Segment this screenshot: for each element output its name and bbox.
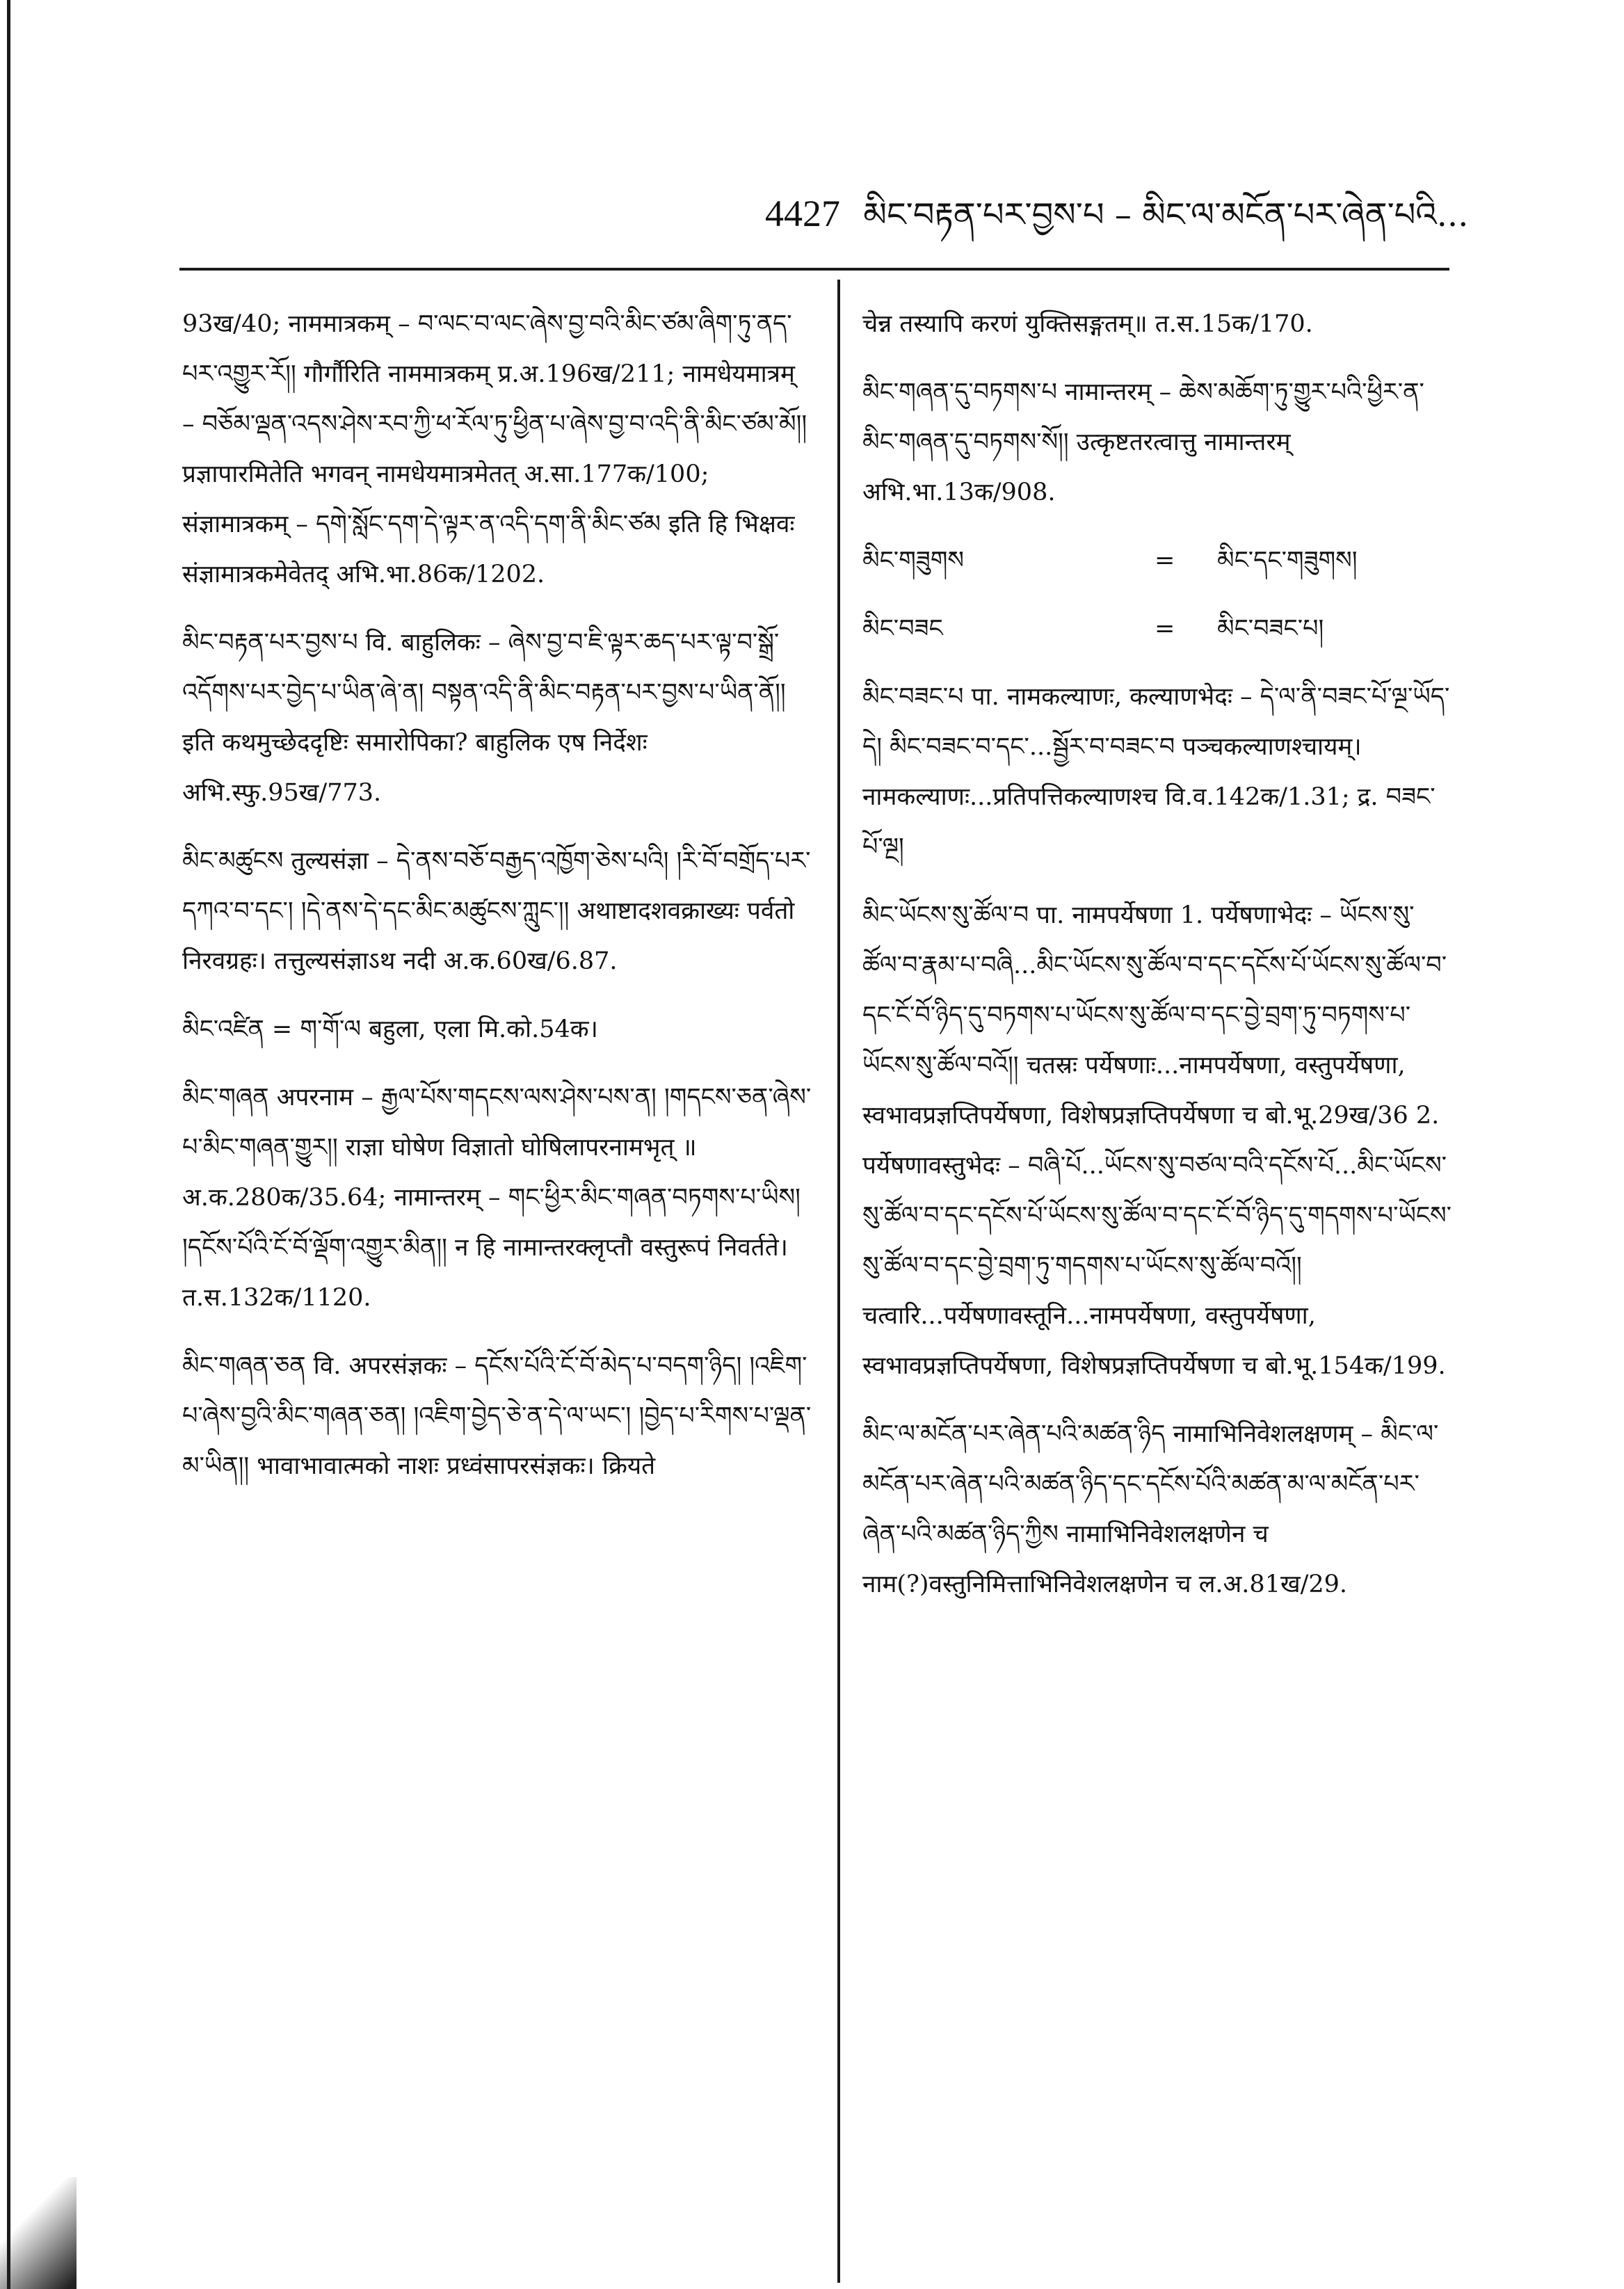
right-column bbox=[862, 299, 1454, 1628]
entry: མིང་ཡོངས་སུ་ཚོལ་བ पा. नामपर्येषणा 1. पर्येषणाभेदः – ཡོངས་སུ་ཚོལ་བ་རྣམ་པ་བཞི...མིང་ཡོངས་སུ་ཚོལ་བ་དང་དངོས་པོ་ཡོངས་སུ་ཚོལ་བ་དང་ངོ་བོ་ཉིད་དུ་བཏགས་པ་ཡོངས་སུ་ཚོལ་བ་དང་བྱེ་བྲག་ཏུ་བཏགས་པ་ཡོངས་སུ་ཚོལ་བའོ།། चतस्रः पर्येषणाः...नामपर्येषणा, वस्तुपर्येषणा, स्वभावप्रज्ञप्तिपर्येषणा, विशेषप्रज्ञप्तिपर्येषणा च बो.भू.29ख/36 2. पर्येषणावस्तुभेदः – བཞི་པོ...ཡོངས་སུ་བཙལ་བའི་དངོས་པོ...མིང་ཡོངས་སུ་ཚོལ་བ་དང་དངོས་པོ་ཡོངས་སུ་ཚོལ་བ་དང་ངོ་བོ་ཉིད་དུ་གདགས་པ་ཡོངས་སུ་ཚོལ་བ་དང་བྱེ་བྲག་ཏུ་གདགས་པ་ཡོངས་སུ་ཚོལ་བའོ།། चत्वारि...पर्येषणावस्तूनि...नामपर्येषणा, वस्तुपर्येषणा, स्वभावप्रज्ञप्तिपर्येषणा, विशेषप्रज्ञप्तिपर्येषणा च बो.भू.154क/199. bbox=[862, 901, 1452, 1380]
page-corner-shadow bbox=[0, 2177, 77, 2289]
entry: མིང་བརྟན་པར་བྱས་པ वि. बाहुलिकः – ཞེས་བྱ་བ་ཇི་ལྟར་ཆད་པར་ལྟ་བ་སྒྲོ་འདོགས་པར་བྱེད་པ་ཡིན་ཞེ་ན། བསྟན་འདི་ནི་མིང་བརྟན་པར་བྱས་པ་ཡིན་ནོ།། इति कथमुच्छेददृष्टिः समारोपिका? बाहुलिक एष निर्देशः अभि.स्फु.95ख/773. bbox=[182, 629, 786, 807]
left-column bbox=[182, 299, 812, 1509]
entry: མིང་འཛིན = ག་གོ་ལ बहुला, एला मि.को.54क। bbox=[182, 1015, 598, 1043]
entry: མིང་བཟང་པ पा. नामकल्याणः, कल्याणभेदः – དེ་ལ་ནི་བཟང་པོ་ལྔ་ཡོད་དེ། མིང་བཟང་བ་དང་...སྦྱོར་བ་བཟང་བ पञ्चकल्याणश्चायम्। नामकल्याणः...प्रतिपत्तिकल्याणश्च वि.व.142क/1.31; द्र. བཟང་པོ་ལྔ། bbox=[862, 683, 1450, 861]
equals-sign: = bbox=[1155, 547, 1175, 575]
entry: མིང་ལ་མངོན་པར་ཞེན་པའི་མཚན་ཉིད नामाभिनिवेशलक्षणम् – མིང་ལ་མངོན་པར་ཞེན་པའི་མཚན་ཉིད་དང་དངོས་པོའི་མཚན་མ་ལ་མངོན་པར་ཞེན་པའི་མཚན་ཉིད་ཀྱིས नामाभिनिवेशलक्षणेन च नाम(?)वस्तुनिमित्ताभिनिवेशलक्षणेन च ल.अ.81ख/29. bbox=[862, 1420, 1439, 1598]
reference-target: མིང་བཟང་པ། bbox=[1217, 615, 1324, 643]
header-rule bbox=[179, 268, 1449, 271]
running-header bbox=[765, 177, 1488, 271]
cross-reference-entry bbox=[862, 536, 1454, 586]
entry: མིང་མཚུངས तुल्यसंज्ञा – དེ་ནས་བཅོ་བརྒྱད་འཁྱོག་ཅེས་པའི། །རི་བོ་བགྲོད་པར་དཀའ་བ་དང་། །དེ་ནས་དེ་དང་མིང་མཚུངས་ཀླུང་།། अथाष्टादशवक्राख्यः पर्वतो निरवग्रहः। तत्तुल्यसंज्ञाऽथ नदी अ.क.60ख/6.87. bbox=[182, 847, 811, 975]
entry: མིང་གཞན अपरनाम – རྒྱལ་པོས་གདངས་ལས་ཤེས་པས་ན། །གདངས་ཅན་ཞེས་པ་མིང་གཞན་གྱུར།། राज्ञा घोषेण विज्ञातो घोषिलापरनामभृत् ॥ अ.क.280क/35.64; नामान्तरम् – གང་ཕྱིར་མིང་གཞན་བཏགས་པ་ཡིས། །དངོས་པོའི་ངོ་བོ་ལྡོག་འགྱུར་མིན།། न हि नामान्तरक्लृप्तौ वस्तुरूपं निवर्तते। त.स.132क/1120. bbox=[182, 1084, 812, 1312]
entry: མིང་གཞན་དུ་བཏགས་པ नामान्तरम् – ཆེས་མཆོག་ཏུ་གྱུར་པའི་ཕྱིར་ན་མིང་གཞན་དུ་བཏགས་སོ།། उत्कृष्टतरत्वात्तु नामान्तरम् अभि.भा.13क/908. bbox=[862, 378, 1424, 506]
running-title: མིང་བརྟན་པར་བྱས་པ – མིང་ལ་མངོན་པར་ཞེན་པའི... bbox=[863, 195, 1469, 234]
cross-reference-entry bbox=[862, 604, 1454, 654]
entry-continuation: चेन्न तस्यापि करणं युक्तिसङ्गतम्॥ त.स.15क/170. bbox=[862, 310, 1313, 338]
book-spine-shadow bbox=[7, 0, 10, 2289]
column-divider bbox=[837, 280, 840, 2283]
reference-target: མིང་དང་གཟུགས། bbox=[1217, 547, 1358, 575]
page-number: 4427 bbox=[765, 193, 840, 234]
headword: མིང་གཟུགས bbox=[862, 547, 964, 575]
equals-sign: = bbox=[1155, 615, 1175, 643]
headword: མིང་བཟང bbox=[862, 615, 943, 643]
entry: མིང་གཞན་ཅན वि. अपरसंज्ञकः – དངོས་པོའི་ངོ་བོ་མེད་པ་བདག་ཉིད། །འཇིག་པ་ཞེས་བྱའི་མིང་གཞན་ཅན། །འཇིག་བྱེད་ཅེ་ན་དེ་ལ་ཡང་། །བྱེད་པ་རིགས་པ་ལྡན་མ་ཡིན།། भावाभावात्मको नाशः प्रध्वंसापरसंज्ञकः। क्रियते bbox=[182, 1352, 812, 1480]
entry-continuation: 93ख/40; नाममात्रकम् – བ་ལང་བ་ལང་ཞེས་བྱ་བའི་མིང་ཙམ་ཞིག་ཏུ་ནད་པར་འགྱུར་རོ།། गौर्गौरिति नाममात्रकम् प्र.अ.196ख/211; नामधेयमात्रम् – བཅོམ་ལྡན་འདས་ཤེས་རབ་ཀྱི་ཕ་རོལ་ཏུ་ཕྱིན་པ་ཞེས་བྱ་བ་འདི་ནི་མིང་ཙམ་མོ།། प्रज्ञापारमितेति भगवन् नामधेयमात्रमेतत् अ.सा.177क/100; संज्ञामात्रकम् – དགེ་སློང་དག་དེ་ལྟར་ན་འདི་དག་ནི་མིང་ཙམ इति हि भिक्षवः संज्ञामात्रकमेवेतद् अभि.भा.86क/1202. bbox=[182, 310, 807, 588]
